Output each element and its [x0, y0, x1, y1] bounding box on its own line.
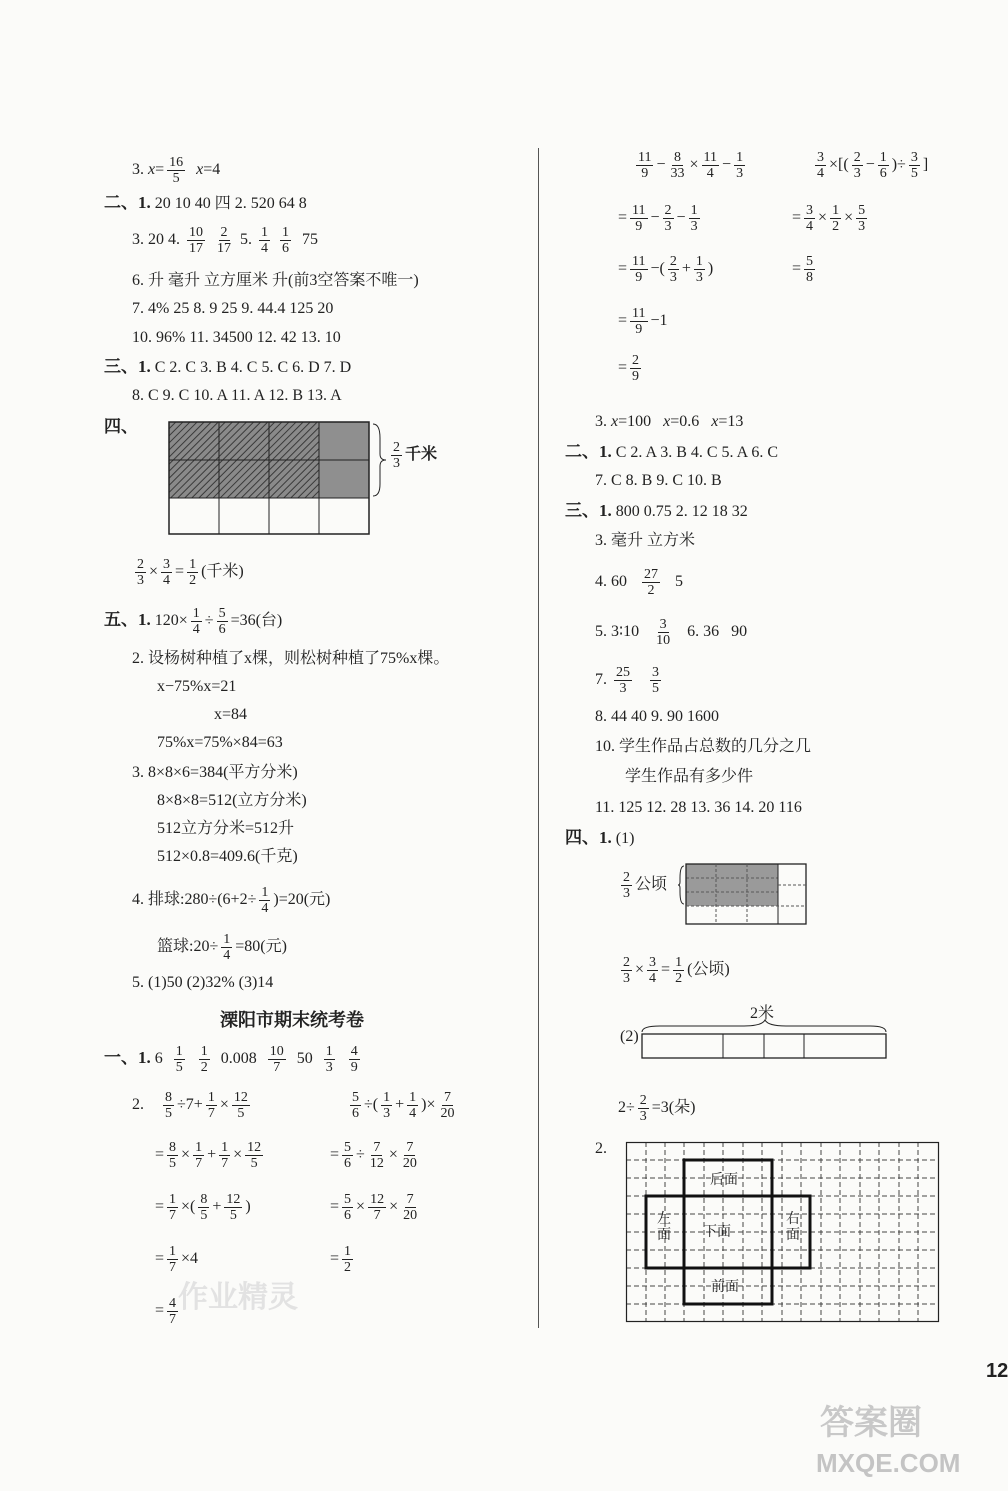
section-4-label: 四、 — [104, 417, 138, 436]
section-5-line-3: x−75%x=21 — [157, 678, 237, 695]
right-line-eq: 3. x=100 x=0.6 x=13 — [595, 413, 744, 430]
section-5-line-7: 8×8×8=512(立方分米) — [157, 792, 307, 809]
hectare-diagram — [678, 862, 810, 926]
right-section-3-line-5: 7. $\frac{25}{3}$ $\frac{3}{5}$ — [595, 665, 659, 696]
rectangle-diagram — [165, 418, 455, 536]
right-calc-line-2b: = $\frac{3}{4}$ × $\frac{1}{2}$ × $\frac{5}{3}$ — [792, 203, 866, 234]
exam-calc-line-3: = $\frac{1}{7}$ ×( $\frac{8}{5}$ + $\frac{12}{5}$ ) — [155, 1192, 251, 1223]
section-5-line-1: 五、1. 120× $\frac{1}{4}$ ÷ $\frac{5}{6}$ =36(台) — [104, 606, 283, 637]
ribbon-diagram — [640, 1018, 890, 1062]
right-section-4-line-1: 四、1. (1) — [565, 828, 635, 847]
section-5-line-4: x=84 — [214, 706, 248, 723]
net-right-label: 右面 — [786, 1212, 800, 1243]
section-2-line-2: 3. 20 4. $\frac{10}{17}$ $\frac{2}{17}$ 5. $\frac{1}{4}$ $\frac{1}{6}$ 75 — [132, 225, 318, 256]
line-3-equation: 3. x= $\frac{16}{5}$ x=4 — [132, 155, 221, 186]
section-3-line-2: 8. C 9. C 10. A 11. A 12. B 13. A — [132, 387, 342, 404]
exam-calc-line-4: = $\frac{1}{7}$ ×4 — [155, 1244, 199, 1275]
section-4-answer: $\frac{2}{3}$ × $\frac{3}{4}$ = $\frac{1}{2}$ (千米) — [137, 557, 244, 588]
brace-label: $\frac{2}{3}$ 千米 — [393, 440, 438, 471]
hectare-label: $\frac{2}{3}$ 公顷 — [623, 870, 668, 901]
part-2-label: (2) — [620, 1028, 639, 1045]
right-section-2-line-2: 7. C 8. B 9. C 10. B — [595, 472, 722, 489]
exam-calc-line-5: = $\frac{4}{7}$ — [155, 1296, 177, 1327]
exam-calc-line-1b: $\frac{5}{6}$ ÷( $\frac{1}{3}$ + $\frac{1}{4}$ )× $\frac{7}{20}$ — [352, 1090, 455, 1121]
net-front-label: 前面 — [711, 1280, 739, 1295]
right-section-3-line-1: 三、1. 800 0.75 2. 12 18 32 — [565, 501, 748, 520]
section-2-line-3: 6. 升 毫升 立方厘米 升(前3空答案不唯一) — [132, 272, 419, 289]
section-2-line-4: 7. 4% 25 8. 9 25 9. 44.4 125 20 — [132, 300, 334, 317]
right-calc-line-5: = $\frac{2}{9}$ — [618, 353, 640, 384]
section-5-line-10: 4. 排球:280÷(6+2÷ $\frac{1}{4}$ )=20(元) — [132, 885, 331, 916]
right-section-2-line-1: 二、1. C 2. A 3. B 4. C 5. A 6. C — [565, 442, 779, 461]
exam-calc-line-2b: = $\frac{5}{6}$ ÷ $\frac{7}{12}$ × $\frac{7}{20}$ — [330, 1140, 417, 1171]
exam-calc-line-1: 2. $\frac{8}{5}$ ÷7+ $\frac{1}{7}$ × $\frac{12}{5}$ — [132, 1090, 248, 1121]
right-calc-line-1b: $\frac{3}{4}$ ×[( $\frac{2}{3}$ − $\frac{1}{6}$ )÷ $\frac{3}{5}$ ] — [817, 150, 929, 181]
right-calc-line-1: $\frac{11}{9}$ − $\frac{8}{33}$ × $\frac{11}{4}$ − $\frac{1}{3}$ — [638, 150, 744, 181]
exam-calc-line-4b: = $\frac{1}{2}$ — [330, 1244, 352, 1275]
net-back-label: 后面 — [710, 1173, 738, 1188]
hectare-answer: $\frac{2}{3}$ × $\frac{3}{4}$ = $\frac{1}{2}$ (公顷) — [623, 955, 730, 986]
right-section-3-line-4: 5. 3∶10 $\frac{3}{10}$ 6. 36 90 — [595, 617, 748, 648]
right-calc-line-2: = $\frac{11}{9}$ − $\frac{2}{3}$ − $\frac{1}{3}$ — [618, 203, 698, 234]
column-divider — [538, 148, 539, 1328]
right-section-3-line-7: 10. 学生作品占总数的几分之几 — [595, 738, 812, 755]
length-label: 2米 — [750, 1005, 775, 1022]
section-2-line-1: 二、1. 20 10 40 四 2. 520 64 8 — [104, 193, 307, 212]
section-5-line-2: 2. 设杨树种植了x棵，则松树种植了75%x棵。 — [132, 650, 450, 667]
watermark-logo: 答案圈 — [820, 1404, 922, 1442]
net-bottom-label: 下面 — [703, 1225, 731, 1240]
section-5-line-9: 512×0.8=409.6(千克) — [157, 848, 298, 865]
section-5-line-11: 篮球:20÷ $\frac{1}{4}$ =80(元) — [157, 932, 287, 963]
page-number: 12 — [986, 1360, 1008, 1382]
right-section-3-line-8: 学生作品有多少件 — [625, 768, 754, 785]
right-calc-line-3b: = $\frac{5}{8}$ — [792, 254, 814, 285]
right-section-3-line-6: 8. 44 40 9. 90 1600 — [595, 708, 719, 725]
exam-title: 溧阳市期末统考卷 — [220, 1010, 364, 1030]
exam-calc-line-3b: = $\frac{5}{6}$ × $\frac{12}{7}$ × $\frac{7}{20}$ — [330, 1192, 418, 1223]
net-left-label: 左面 — [657, 1212, 671, 1243]
watermark-text: 作业精灵 — [178, 1281, 298, 1314]
part-2-number: 2. — [595, 1140, 607, 1157]
section-3-line-1: 三、1. C 2. C 3. B 4. C 5. C 6. D 7. D — [104, 357, 352, 376]
section-2-line-5: 10. 96% 11. 34500 12. 42 13. 10 — [132, 329, 341, 346]
right-section-3-line-9: 11. 125 12. 28 13. 36 14. 20 116 — [595, 799, 802, 816]
section-5-line-5: 75%x=75%×84=63 — [157, 734, 283, 751]
right-calc-line-4: = $\frac{11}{9}$ −1 — [618, 306, 668, 337]
right-section-3-line-2: 3. 毫升 立方米 — [595, 532, 696, 549]
right-section-3-line-3: 4. 60 $\frac{27}{2}$ 5 — [595, 567, 683, 598]
flower-answer: 2÷ $\frac{2}{3}$ =3(朵) — [618, 1093, 696, 1124]
section-5-line-8: 512立方分米=512升 — [157, 820, 295, 837]
watermark-url: MXQE.COM — [816, 1448, 961, 1478]
section-5-line-6: 3. 8×8×6=384(平方分米) — [132, 764, 298, 781]
right-calc-line-3: = $\frac{11}{9}$ −( $\frac{2}{3}$ + $\frac{1}{3}$ ) — [618, 254, 714, 285]
section-5-line-12: 5. (1)50 (2)32% (3)14 — [132, 974, 274, 991]
exam-calc-line-2: = $\frac{8}{5}$ × $\frac{1}{7}$ + $\frac{1}{7}$ × $\frac{12}{5}$ — [155, 1140, 262, 1171]
exam-section-1-line-1: 一、1. 6 $\frac{1}{5}$ $\frac{1}{2}$ 0.008 $\frac{10}{7}$ 50 $\frac{1}{3}$ $\frac{4}{9}$ — [104, 1044, 358, 1075]
